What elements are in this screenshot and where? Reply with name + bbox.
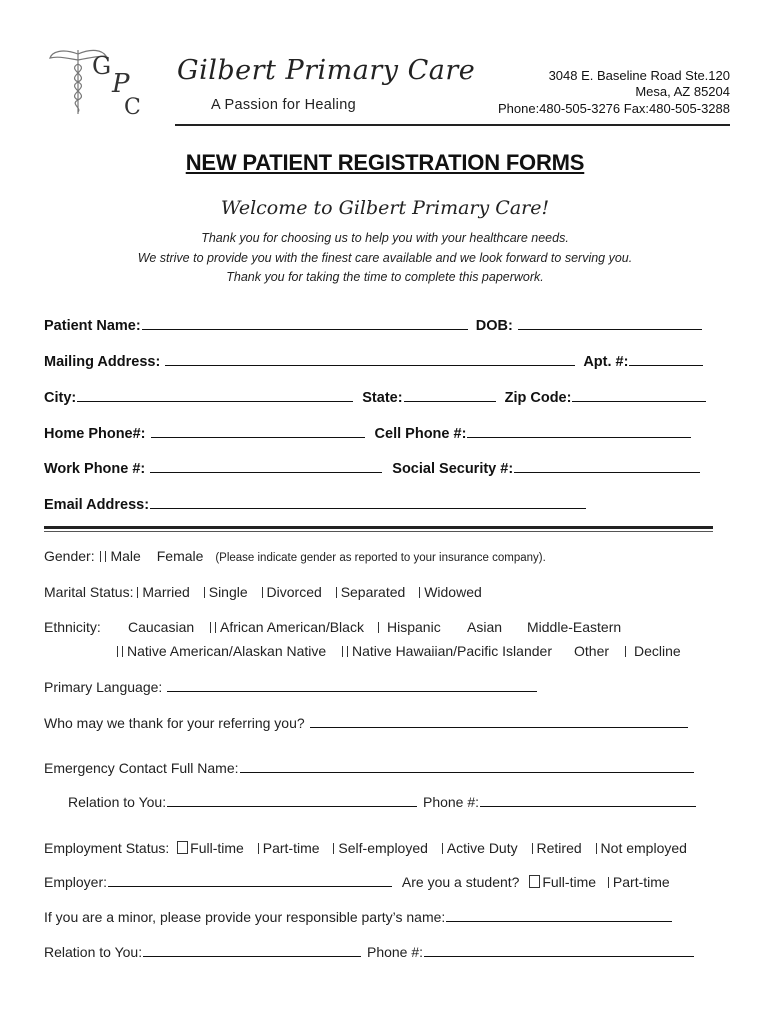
email-label: Email Address: [44,497,150,513]
part-time-option: Part-time [262,840,320,856]
gender-note: (Please indicate gender as reported to your insurance company). [215,552,546,564]
work-phone-row [44,461,700,477]
marital-label: Marital Status: [44,584,134,600]
primary-language-label: Primary Language: [44,679,163,695]
apt-field[interactable] [629,364,703,366]
practice-logo [48,44,160,116]
city-row [44,390,706,406]
apt-label: Apt. #: [583,354,629,370]
minor-relation-label: Relation to You: [44,944,143,960]
student-full-time-option: Full-time [542,874,597,890]
minor-relation-field[interactable] [143,955,361,957]
svg-text:P: P [112,69,130,99]
emergency-phone-label: Phone #: [422,794,480,810]
email-field[interactable] [150,507,586,509]
state-field[interactable] [404,400,496,402]
dob-label: DOB: [475,318,513,334]
retired-option: Retired [536,840,582,856]
mailing-address-row [44,354,703,370]
home-phone-label: Home Phone#: [44,426,146,442]
city-label: City: [44,390,77,406]
intro-line-3: Thank you for taking the time to complete this paperwork. [226,270,544,284]
self-employed-checkbox[interactable] [333,843,336,854]
referral-label: Who may we thank for your referring you? [44,715,305,731]
referral-row [44,715,688,731]
form-title: NEW PATIENT REGISTRATION FORMS [185,150,585,175]
minor-row [44,909,672,925]
section-divider-thin [44,531,713,532]
patient-name-field[interactable] [142,328,468,330]
hispanic-checkbox[interactable] [378,622,381,633]
employer-label: Employer: [44,874,108,890]
hispanic-row [378,619,441,635]
emergency-relation-label: Relation to You: [68,794,167,810]
state-label: State: [362,390,403,406]
separated-checkbox[interactable] [336,587,339,598]
mailing-address-label: Mailing Address: [44,354,161,370]
minor-label: If you are a minor, please provide your responsible party’s name: [44,909,446,925]
emergency-relation-row [68,794,696,810]
employment-row [44,840,687,856]
decline-option: Decline [634,643,681,659]
gender-label: Gender: [44,548,95,564]
male-checkbox[interactable] [100,551,103,562]
native-hawaiian-checkbox[interactable] [342,646,345,657]
emergency-name-field[interactable] [240,771,694,773]
married-checkbox[interactable] [137,587,140,598]
home-phone-field[interactable] [151,436,365,438]
minor-field[interactable] [446,920,672,922]
full-time-option: Full-time [190,840,244,856]
employer-row [44,874,670,890]
marital-row [44,584,482,600]
logo-letter-g: G [92,52,112,80]
african-american-option: African American/Black [220,619,364,635]
native-hawaiian-row [342,643,552,659]
widowed-option: Widowed [424,584,482,600]
male-checkbox-b[interactable] [105,551,108,562]
male-option: Male [110,548,141,564]
work-phone-field[interactable] [150,471,382,473]
employment-label: Employment Status: [44,840,170,856]
native-american-checkbox[interactable] [117,646,120,657]
african-american-checkbox-b[interactable] [215,622,218,633]
intro-line-1: Thank you for choosing us to help you with your healthcare needs. [201,231,569,245]
single-option: Single [208,584,248,600]
caucasian-option: Caucasian [128,619,195,635]
female-option: Female [156,548,204,564]
part-time-checkbox[interactable] [258,843,261,854]
not-employed-checkbox[interactable] [596,843,599,854]
minor-relation-row [44,944,694,960]
decline-checkbox[interactable] [625,646,628,657]
separated-option: Separated [340,584,406,600]
intro-line-2: We strive to provide you with the finest care available and we look forward to serving you. [137,251,633,265]
active-duty-option: Active Duty [446,840,518,856]
brand-tagline: A Passion for Healing [211,97,356,113]
dob-field[interactable] [518,328,702,330]
minor-phone-label: Phone #: [366,944,424,960]
city-field[interactable] [77,400,353,402]
work-phone-label: Work Phone #: [44,461,146,477]
ssn-label: Social Security #: [392,461,514,477]
other-option: Other [574,643,610,659]
native-hawaiian-option: Native Hawaiian/Pacific Islander [352,643,552,659]
contact-line: Phone:480-505-3276 Fax:480-505-3288 [497,101,730,116]
welcome-text: Welcome to Gilbert Primary Care! [220,197,550,219]
emergency-name-row [44,760,694,776]
address-line-2: Mesa, AZ 85204 [635,84,730,99]
svg-text:C: C [124,95,141,116]
patient-name-label: Patient Name: [44,318,141,334]
african-american-checkbox[interactable] [210,622,213,633]
hispanic-option: Hispanic [387,619,441,635]
student-label: Are you a student? [401,874,520,890]
emergency-phone-field[interactable] [480,805,696,807]
not-employed-option: Not employed [600,840,687,856]
retired-checkbox[interactable] [532,843,535,854]
divorced-checkbox[interactable] [262,587,265,598]
native-american-checkbox-b[interactable] [122,646,125,657]
ethnicity-label: Ethnicity: [44,619,101,635]
phone-row [44,426,691,442]
single-checkbox[interactable] [204,587,207,598]
divorced-option: Divorced [266,584,322,600]
student-part-time-checkbox[interactable] [608,877,611,888]
self-employed-option: Self-employed [338,840,428,856]
section-divider [44,526,713,529]
patient-name-row [44,318,702,334]
native-hawaiian-checkbox-b[interactable] [347,646,350,657]
student-part-time-option: Part-time [612,874,670,890]
email-row [44,497,586,513]
zip-field[interactable] [572,400,706,402]
header-divider [175,124,730,126]
native-american-row [117,643,326,659]
primary-language-field[interactable] [167,690,537,692]
employer-field[interactable] [108,885,392,887]
full-time-checkbox[interactable] [177,841,188,854]
cell-phone-field[interactable] [467,436,691,438]
married-option: Married [142,584,190,600]
native-american-option: Native American/Alaskan Native [127,643,327,659]
middle-eastern-option: Middle-Eastern [527,619,622,635]
emergency-relation-field[interactable] [167,805,417,807]
student-full-time-checkbox[interactable] [529,875,540,888]
widowed-checkbox[interactable] [419,587,422,598]
ssn-field[interactable] [514,471,700,473]
primary-language-row [44,679,537,695]
asian-option: Asian [467,619,503,635]
active-duty-checkbox[interactable] [442,843,445,854]
cell-phone-label: Cell Phone #: [374,426,467,442]
mailing-address-field[interactable] [165,364,575,366]
referral-field[interactable] [310,726,688,728]
brand-name: Gilbert Primary Care [177,55,476,86]
african-american-row [210,619,364,635]
minor-phone-field[interactable] [424,955,694,957]
decline-row [625,643,681,659]
address-line-1: 3048 E. Baseline Road Ste.120 [548,68,730,83]
gender-row [44,548,546,564]
emergency-name-label: Emergency Contact Full Name: [44,760,239,776]
zip-label: Zip Code: [504,390,572,406]
